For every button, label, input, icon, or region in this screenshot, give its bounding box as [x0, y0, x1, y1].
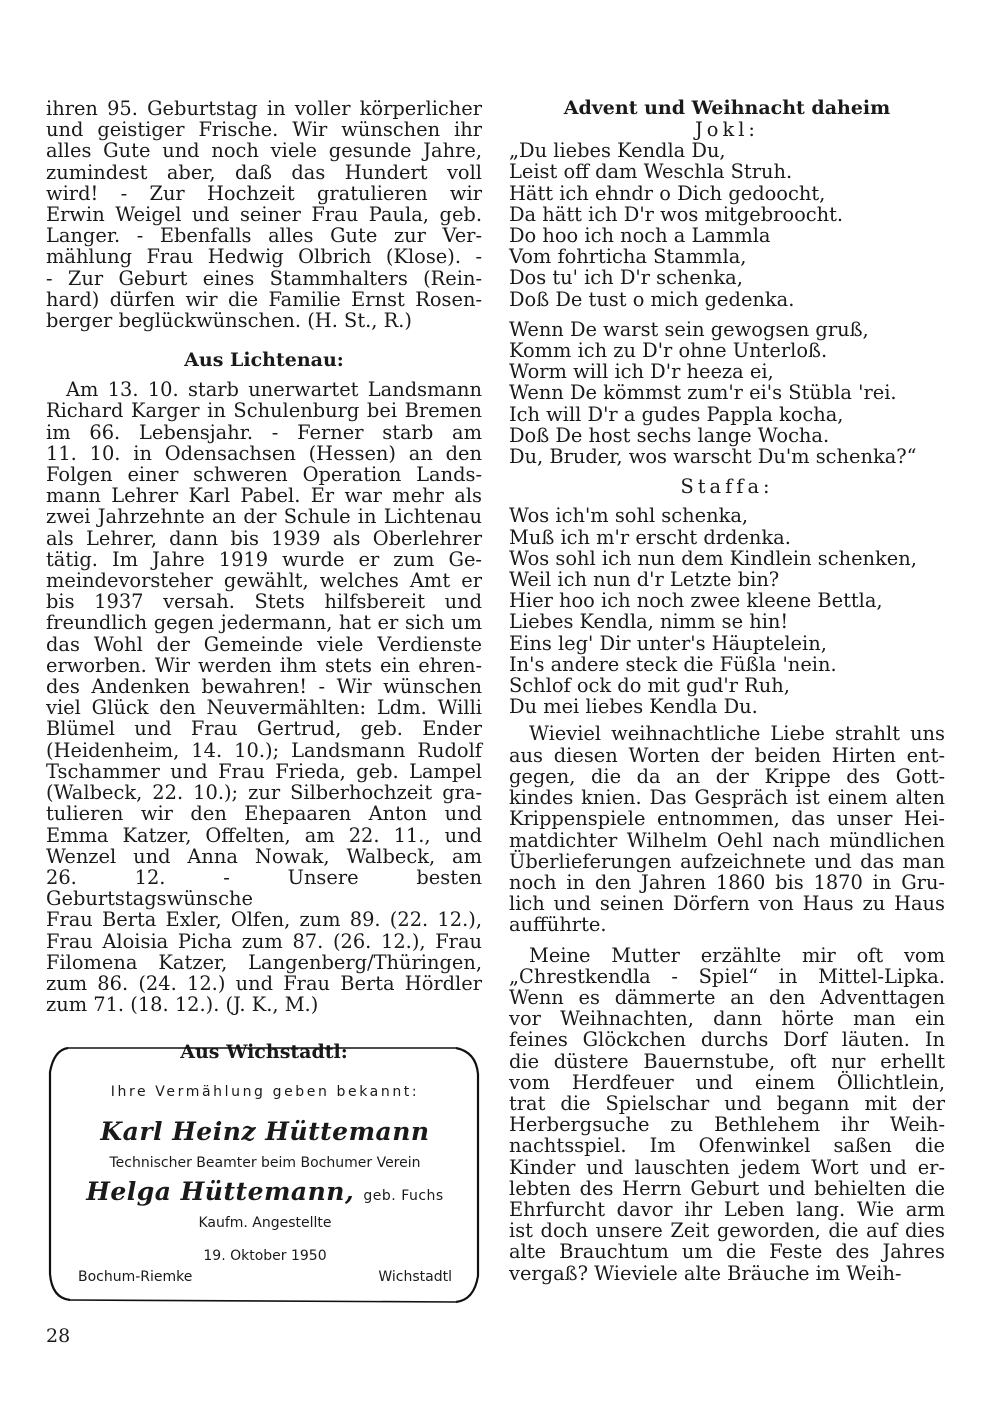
- article-paragraph-2: [509, 945, 945, 1284]
- text-line: Wenzel und Anna Nowak, Walbeck, am: [46, 844, 482, 868]
- text-line: hard) dürfen wir die Familie Ernst Rosen-: [46, 287, 482, 311]
- text-line: Dos tu' ich D'r schenka,: [509, 266, 743, 290]
- text-line: wird! - Zur Hochzeit gratulieren wir: [46, 181, 482, 205]
- intro-paragraph: [46, 98, 482, 331]
- article-title: Advent und Weihnacht daheim: [563, 97, 891, 119]
- text-line: Ich will D'r a gudes Pappla kocha,: [509, 402, 844, 426]
- text-line: „Chrestkendla - Spiel“ in Mittel-Lipka.: [509, 964, 945, 988]
- text-line: vom Herdfeuer und einem Öllichtlein,: [509, 1070, 945, 1094]
- text-line: Da hätt ich D'r wos mitgebroocht.: [509, 202, 844, 226]
- text-line: Herbergsuche zu Bethlehem ihr Weih-: [509, 1113, 945, 1137]
- text-line: matdichter Wilhelm Oehl nach mündlichen: [509, 828, 945, 852]
- text-line: des Andenken bewahren! - Wir wünschen: [46, 675, 482, 699]
- text-line: Filomena Katzer, Langenberg/Thüringen,: [46, 950, 482, 974]
- city-right: Wichstadtl: [378, 1269, 452, 1285]
- text-line: mählung Frau Hedwig Olbrich (Klose). -: [46, 245, 482, 269]
- text-line: berger beglückwünschen. (H. St., R.): [46, 309, 412, 333]
- text-line: Doß De host sechs lange Wocha.: [509, 423, 830, 447]
- text-line: als Lehrer, dann bis 1939 als Oberlehrer: [46, 526, 482, 550]
- text-line: - Zur Geburt eines Stammhalters (Rein-: [46, 266, 482, 290]
- text-line: Muß ich m'r erscht drdenka.: [509, 525, 791, 549]
- text-line: Du mei liebes Kendla Du.: [509, 695, 758, 719]
- text-line: das Wohl der Gemeinde viele Verdienste: [46, 632, 482, 656]
- text-line: Richard Karger in Schulenburg bei Bremen: [46, 399, 482, 423]
- text-line: mann Lehrer Karl Pabel. Er war mehr als: [46, 484, 482, 508]
- text-line: zwei Jahrzehnte an der Schule in Lichtenau: [46, 505, 482, 529]
- left-column: [46, 98, 482, 1063]
- text-line: Liebes Kendla, nimm se hin!: [509, 610, 789, 634]
- text-line: Wenn De kömmst zum'r ei's Stübla 'rei.: [509, 381, 897, 405]
- text-line: Do hoo ich noch a Lammla: [509, 224, 771, 248]
- text-line: 26. 12. - Unsere besten Geburtstagswünsche: [46, 865, 482, 911]
- bride-line: [46, 1177, 484, 1206]
- text-line: „Du liebes Kendla Du,: [509, 139, 726, 163]
- text-line: kindes knien. Das Gespräch ist einem alten: [509, 786, 945, 810]
- groom-name: Karl Heinz Hüttemann: [100, 1117, 430, 1146]
- bride-name: Helga Hüttemann,: [86, 1177, 355, 1206]
- text-line: meindevorsteher gewählt, welches Amt er: [46, 569, 482, 593]
- text-line: bis 1937 versah. Stets hilfsbereit und: [46, 590, 482, 614]
- text-line: gegen, die da an der Krippe des Gott-: [509, 764, 945, 788]
- text-line: aus diesen Worten der beiden Hirten ent-: [509, 743, 945, 767]
- text-line: Hier hoo ich noch zwee kleene Bettla,: [509, 589, 883, 613]
- text-line: zum 86. (24. 12.) und Frau Berta Hördler: [46, 971, 482, 995]
- text-line: Schlof ock do mit gud'r Ruh,: [509, 674, 790, 698]
- heading-wichstadtl: Aus Wichstadtl:: [180, 1041, 348, 1064]
- text-line: feines Glöckchen durchs Dorf läuten. In: [509, 1028, 945, 1052]
- text-line: Wieviel weihnachtliche Liebe strahlt uns: [529, 722, 945, 746]
- text-line: Komm ich zu D'r ohne Unterloß.: [509, 339, 828, 363]
- text-line: Frau Berta Exler, Olfen, zum 89. (22. 12.),: [46, 908, 482, 932]
- text-line: Folgen einer schweren Operation Lands-: [46, 463, 482, 487]
- poem-staffa: [509, 505, 945, 717]
- text-line: freundlich gegen jedermann, hat er sich um: [46, 611, 482, 635]
- wedding-announcement-box: [46, 1041, 484, 1306]
- text-line: alte Brauchtum um die Feste des Jahres: [509, 1240, 945, 1264]
- text-line: Wos ich'm sohl schenka,: [509, 504, 749, 528]
- text-line: 11. 10. in Odensachsen (Hessen) an den: [46, 441, 482, 465]
- bride-occupation: Kaufm. Angestellte: [198, 1215, 332, 1231]
- text-line: Am 13. 10. starb unerwartet Landsmann: [66, 378, 482, 402]
- text-line: aufführte.: [509, 913, 607, 937]
- groom-occupation: Technischer Beamter beim Bochumer Verein: [109, 1155, 421, 1171]
- text-line: ist doch unsere Zeit geworden, die auf dies: [509, 1219, 945, 1243]
- text-line: (Heidenheim, 14. 10.); Landsmann Rudolf: [46, 738, 482, 762]
- text-line: Tschammer und Frau Frieda, geb. Lampel: [46, 759, 482, 783]
- text-line: lich und seinen Dörfern von Haus zu Haus: [509, 892, 945, 916]
- text-line: die düstere Bauernstube, oft nur erhellt: [509, 1049, 945, 1073]
- page-number: 28: [46, 1325, 71, 1347]
- text-line: vor Weihnachten, dann hörte man ein: [509, 1007, 945, 1031]
- lichtenau-paragraph: [46, 379, 482, 1015]
- text-line: Langer. - Ebenfalls alles Gute zur Ver-: [46, 224, 482, 248]
- text-line: noch in den Jahren 1860 bis 1870 in Gru-: [509, 870, 945, 894]
- city-left: Bochum-Riemke: [78, 1269, 193, 1285]
- text-line: Hätt ich ehndr o Dich gedoocht,: [509, 181, 826, 205]
- text-line: erworben. Wir werden ihm stets ein ehren-: [46, 653, 482, 677]
- text-line: nachtsspiel. Im Ofenwinkel saßen die: [509, 1134, 945, 1158]
- text-line: Vom fohrticha Stammla,: [509, 245, 747, 269]
- text-line: Doß De tust o mich gedenka.: [509, 287, 795, 311]
- text-line: Weil ich nun d'r Letzte bin?: [509, 568, 780, 592]
- speaker-jokl: Jokl:: [695, 118, 759, 141]
- text-line: Wos sohl ich nun dem Kindlein schenken,: [509, 546, 917, 570]
- text-line: Wenn es dämmerte an den Adventtagen: [509, 985, 945, 1009]
- text-line: Eins leg' Dir unter's Häuptelein,: [509, 631, 827, 655]
- text-line: zum 71. (18. 12.). (J. K., M.): [46, 993, 319, 1017]
- text-line: (Walbeck, 22. 10.); zur Silberhochzeit gra-: [46, 781, 482, 805]
- text-line: alles Gute und noch viele gesunde Jahre,: [46, 139, 482, 163]
- text-line: Worm will ich D'r heeza ei,: [509, 360, 774, 384]
- text-line: zumindest aber, daß das Hundert voll: [46, 160, 482, 184]
- text-line: Frau Aloisia Picha zum 87. (26. 12.), Frau: [46, 929, 482, 953]
- text-line: vergaß? Wieviele alte Bräuche im Weih-: [509, 1261, 902, 1285]
- text-line: lebten des Herrn Geburt und behielten die: [509, 1176, 945, 1200]
- text-line: Überlieferungen aufzeichnete und das man: [509, 849, 945, 873]
- text-line: und geistiger Frische. Wir wünschen ihr: [46, 118, 482, 142]
- text-line: ihren 95. Geburtstag in voller körperlicher: [46, 97, 482, 120]
- text-line: In's andere steck die Füßla 'nein.: [509, 652, 837, 676]
- announcement-text: Ihre Vermählung geben bekannt:: [110, 1084, 420, 1100]
- right-column: [509, 98, 945, 1284]
- text-line: Du, Bruder, wos warscht Du'm schenka?“: [509, 445, 917, 469]
- article-paragraph-1: [509, 723, 945, 935]
- text-line: tulieren wir den Ehepaaren Anton und: [46, 802, 482, 826]
- text-line: im 66. Lebensjahr. - Ferner starb am: [46, 420, 482, 444]
- text-line: trat die Spielschar und begann mit der: [509, 1091, 945, 1115]
- wedding-date: 19. Oktober 1950: [203, 1248, 327, 1264]
- text-line: Kinder und lauschten jedem Wort und er-: [509, 1155, 945, 1179]
- text-line: tätig. Im Jahre 1919 wurde er zum Ge-: [46, 547, 482, 571]
- heading-lichtenau: Aus Lichtenau:: [184, 349, 344, 372]
- text-line: Blümel und Frau Gertrud, geb. Ender: [46, 717, 482, 741]
- text-line: Ehrfurcht davor ihr Leben lang. Wie arm: [509, 1197, 945, 1221]
- speaker-staffa: Staffa:: [680, 475, 774, 499]
- text-line: Wenn De warst sein gewogsen gruß,: [509, 317, 869, 341]
- poem-jokl-stanza-1: [509, 140, 945, 310]
- text-line: Krippenspiele entnommen, das unser Hei-: [509, 807, 945, 831]
- text-line: Meine Mutter erzählte mir oft vom: [529, 943, 945, 967]
- text-line: Leist off dam Weschla Struh.: [509, 160, 793, 184]
- poem-jokl-stanza-2: [509, 319, 945, 467]
- text-line: viel Glück den Neuvermählten: Ldm. Willi: [46, 696, 482, 720]
- text-line: Erwin Weigel und seiner Frau Paula, geb.: [46, 203, 482, 227]
- bride-maiden-name: geb. Fuchs: [363, 1188, 444, 1204]
- text-line: Emma Katzer, Offelten, am 22. 11., und: [46, 823, 482, 847]
